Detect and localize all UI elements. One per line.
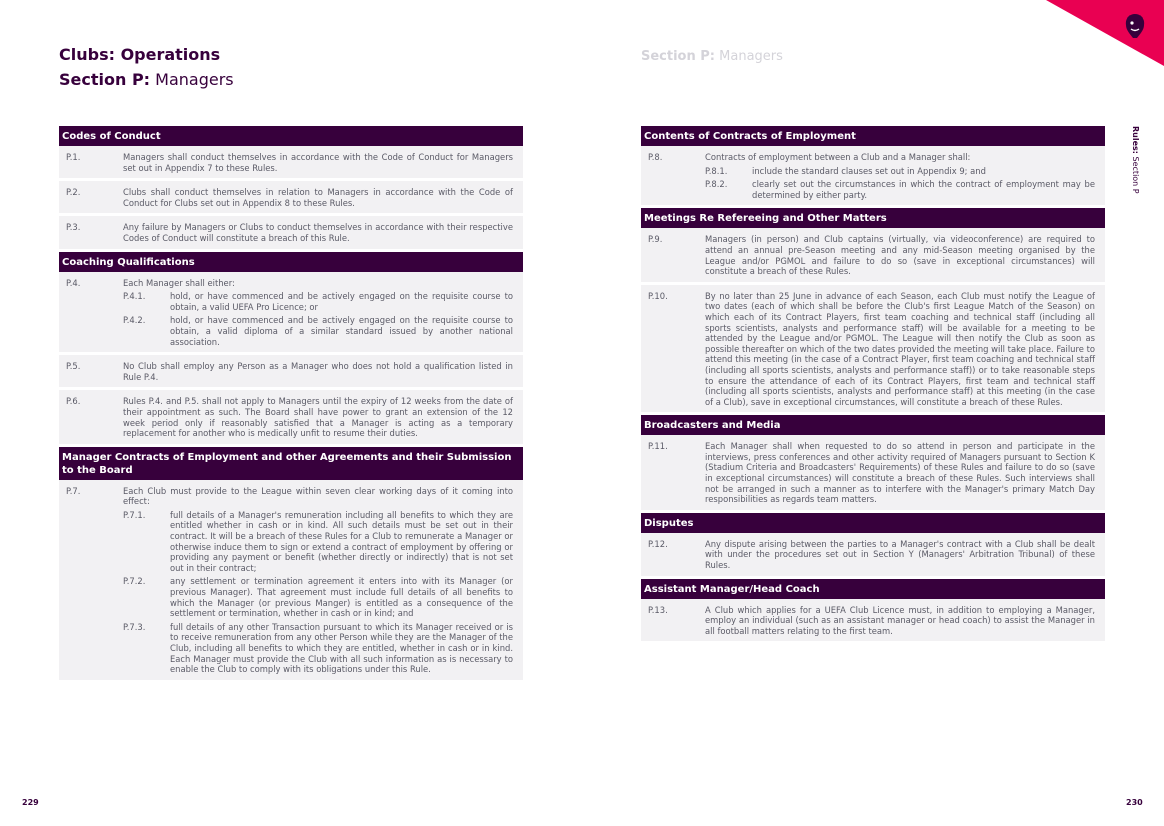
subrule-text: hold, or have commenced and be actively engaged on the requisite course to obtain, a valid diploma of a similar standard issued by another national association.	[170, 315, 513, 347]
right-section-name: Managers	[719, 49, 783, 64]
rule-number: P.13.	[648, 604, 668, 615]
rule-p7	[59, 480, 523, 683]
subrule-p7-1	[123, 510, 513, 574]
rule-number: P.7.	[66, 485, 81, 496]
rule-p11	[641, 435, 1105, 513]
rule-number: P.11.	[648, 441, 668, 452]
subrule-text: full details of any other Transaction pursuant to which its Manager received or is to receive remuneration from any other Person while they are the Manager of the Club, including all benefits to which they are entitled, whether in cash or in kind. Each Manager must provide the Club with all such information as is necessary to enable the Club to comply with its obligations under this Rule.	[170, 621, 513, 675]
section-heading-broadcasters: Broadcasters and Media	[641, 415, 1105, 435]
subrule-p7-2	[123, 576, 513, 618]
rule-p10	[641, 285, 1105, 416]
subrule-p8-2	[705, 179, 1095, 200]
rule-p9	[641, 228, 1105, 284]
subrule-p7-3	[123, 622, 513, 675]
subrule-number: P.7.1.	[123, 509, 146, 520]
rule-p12	[641, 533, 1105, 579]
rule-body	[705, 152, 1095, 200]
subrule-p8-1	[705, 166, 1095, 177]
rule-text: By no later than 25 June in advance of each Season, each Club must notify the League of two dates (each of which shall be before the Club's first League Match of the Season) on which each of its Contract Players, first team coaching and technical staff (including all sports scientists, analysts and performance staff) will be available for a meeting to be attended by the League and/or PGMOL. The League will then notify the Club as soon as possible thereafter on which of the two dates provided the meeting will take place. Failure to attend this meeting (in the case of a Contract Player, first team coaching and technical staff (including all sports scientists, analysts and performance staff)) or to take reasonable steps to ensure the attendance of each of its Contract Players, first team and technical staff (including all sports scientists, analysts and performance staff) at this meeting (in the case of a Club), save in exceptional circumstances, will constitute a breach of these Rules.	[705, 290, 1095, 407]
subrule-text: any settlement or termination agreement it enters into with its Manager (or previous Manager). That agreement must include full details of all benefits to which the Manager (or previous Manger) is entitled as a consequence of the settlement or termination, whether in cash or in kind; and	[170, 576, 513, 619]
rule-text: No Club shall employ any Person as a Manager who does not hold a qualification listed in Rule P.4.	[123, 361, 513, 382]
subrule-number: P.4.2.	[123, 315, 146, 326]
rule-text: Contracts of employment between a Club and a Manager shall:	[705, 152, 971, 162]
subrule-number: P.4.1.	[123, 291, 146, 302]
rule-p6	[59, 390, 523, 446]
section-heading-disputes: Disputes	[641, 513, 1105, 533]
rule-number: P.10.	[648, 290, 668, 301]
section-heading-codes: Codes of Conduct	[59, 126, 523, 146]
rule-number: P.2.	[66, 187, 81, 198]
section-title	[59, 70, 234, 89]
side-rules-label	[1128, 126, 1142, 206]
right-column	[641, 126, 1105, 644]
rule-text: Managers shall conduct themselves in accordance with the Code of Conduct for Managers set out in Appendix 7 to these Rules.	[123, 152, 513, 173]
subrule-number: P.7.3.	[123, 621, 146, 632]
section-heading-assistant: Assistant Manager/Head Coach	[641, 579, 1105, 599]
subrule-number: P.7.2.	[123, 576, 146, 587]
subrule-number: P.8.2.	[705, 179, 728, 190]
rule-number: P.3.	[66, 222, 81, 233]
page-title: Clubs: Operations	[59, 45, 221, 64]
side-label-text: Section P	[1131, 156, 1140, 194]
rule-text: Rules P.4. and P.5. shall not apply to Managers until the expiry of 12 weeks from the date of their appointment as such. The Board shall have power to grant an extension of the 12 week period only if reasonably satisfied that a Manager is acting as a temporary replacement for another who is medically unfit to resume their duties.	[123, 396, 513, 439]
rule-p5	[59, 355, 523, 390]
subrule-text: full details of a Manager's remuneration including all benefits to which they are entitled whether in cash or in kind. All such details must be set out in their contract. It will be a breach of these Rules for a Club to remunerate a Manager or otherwise induce them to sign or extend a contract of employment by offering or providing any payment or benefit (whether directly or indirectly) that is not set out in their contract;	[170, 509, 513, 573]
rule-p13	[641, 599, 1105, 645]
right-section-label: Section P:	[641, 49, 715, 64]
page-number-right: 230	[1126, 798, 1143, 807]
rule-number: P.9.	[648, 234, 663, 245]
rule-text: Each Manager shall when requested to do so attend in person and participate in the interviews, press conferences and other activity required of Managers pursuant to Section K (Stadium Criteria and Broadcasters' Requirements) of these Rules and failure to do so (save in exceptional circumstances) will constitute a breach of these Rules. Such interviews shall not be arranged in such a manner as to interfere with the Manager's primary Match Day responsibilities as regards team matters.	[705, 441, 1095, 505]
rule-text: Any dispute arising between the parties to a Manager's contract with a Club shall be dealt with under the procedures set out in Section Y (Managers' Arbitration Tribunal) of these Rules.	[705, 538, 1095, 571]
subrule-text: clearly set out the circumstances in which the contract of employment may be determined by either party.	[752, 179, 1095, 200]
rule-body	[123, 486, 513, 675]
left-column	[59, 126, 523, 683]
section-heading-meetings: Meetings Re Refereeing and Other Matters	[641, 208, 1105, 228]
rule-p1	[59, 146, 523, 181]
rule-number: P.6.	[66, 396, 81, 407]
right-section-header	[641, 49, 783, 64]
rule-p8	[641, 146, 1105, 208]
rule-text: Each Club must provide to the League within seven clear working days of it coming into effect:	[123, 485, 513, 507]
section-heading-coaching: Coaching Qualifications	[59, 252, 523, 272]
subrule-p4-2	[123, 315, 513, 347]
subrule-text: include the standard clauses set out in Appendix 9; and	[752, 165, 986, 176]
subrule-p4-1	[123, 291, 513, 312]
rule-text: Each Manager shall either:	[123, 277, 235, 288]
rule-text: Any failure by Managers or Clubs to conduct themselves in accordance with their respective Codes of Conduct will constitute a breach of this Rule.	[123, 222, 513, 243]
rule-text: Managers (in person) and Club captains (virtually, via videoconference) are required to attend an annual pre-Season meeting and any mid-Season meeting organised by the League and/or PGMOL and failure to do so (save in exceptional circumstances) will constitute a breach of these Rules.	[705, 234, 1095, 277]
section-heading-contracts: Manager Contracts of Employment and other Agreements and their Submission to the Board	[59, 447, 523, 480]
side-label-bold: Rules:	[1131, 126, 1140, 154]
rule-number: P.8.	[648, 152, 663, 162]
rule-number: P.5.	[66, 361, 81, 372]
rule-number: P.4.	[66, 277, 81, 288]
subrule-text: hold, or have commenced and be actively engaged on the requisite course to obtain, a valid UEFA Pro Licence; or	[170, 291, 513, 312]
premier-league-lion-icon	[1122, 12, 1148, 40]
rule-text: Clubs shall conduct themselves in relation to Managers in accordance with the Code of Conduct for Clubs set out in Appendix 8 to these Rules.	[123, 187, 513, 208]
rule-body	[123, 278, 513, 348]
rule-text: A Club which applies for a UEFA Club Licence must, in addition to employing a Manager, employ an individual (such as an assistant manager or head coach) to assist the Manager in all football matters relating to the first team.	[705, 604, 1095, 636]
rule-p4	[59, 272, 523, 356]
section-heading-contents: Contents of Contracts of Employment	[641, 126, 1105, 146]
subrule-number: P.8.1.	[705, 165, 728, 176]
rule-number: P.1.	[66, 152, 81, 162]
rule-number: P.12.	[648, 538, 668, 549]
section-name: Managers	[155, 70, 234, 89]
section-label: Section P:	[59, 70, 151, 89]
rule-p3	[59, 216, 523, 251]
page-number-left: 229	[22, 798, 39, 807]
rule-p2	[59, 181, 523, 216]
